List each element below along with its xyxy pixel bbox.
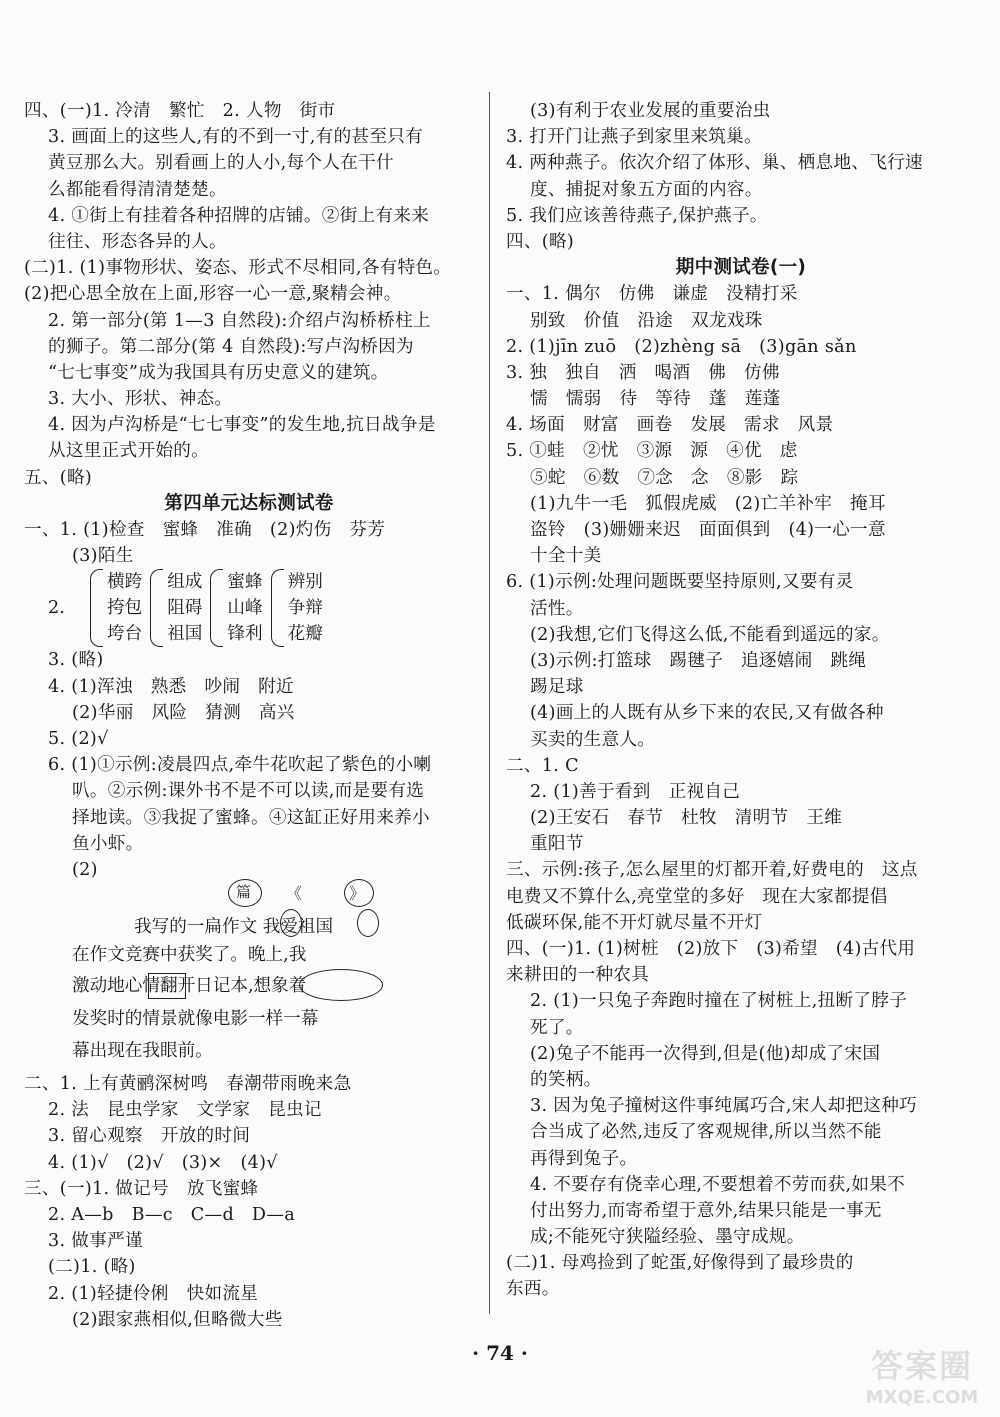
proof-line-3: 激动地心情翻开日记本,想象着 [72, 976, 307, 997]
answer-line: (3)示例:打篮球 踢毽子 追逐嬉闹 跳绳 [530, 650, 867, 671]
group-word: 横跨 [107, 572, 143, 593]
answer-line: (2)王安石 春节 杜牧 清明节 王维 [530, 808, 843, 829]
site-watermark [852, 1341, 992, 1411]
answer-line: (二)1. (1)事物形状、姿态、形式不尽相同,各有特色。 [24, 258, 452, 279]
answer-line: 盗铃 (3)姗姗来迟 面面俱到 (4)一心一意 [530, 520, 886, 540]
answer-line: 四、(略) [506, 231, 575, 252]
page-number: · 74 · [472, 1341, 528, 1365]
answer-line: “七七事变”成为我国具有历史意义的建筑。 [48, 362, 389, 383]
answer-line: 四、(一)1. (1)树桩 (2)放下 (3)希望 (4)古代用 [506, 939, 916, 959]
answer-line: (2)我想,它们飞得这么低,不能看到遥远的家。 [530, 624, 890, 645]
group-word: 挎包 [107, 598, 143, 619]
right-column [506, 98, 976, 1303]
word-group [90, 569, 142, 647]
group-words [167, 569, 202, 647]
answer-line: (4)画上的人既有从乡下来的农民,又有做各种 [530, 703, 884, 724]
answer-line: (二)1. 母鸡捡到了蛇蛋,好像得到了最珍贵的 [506, 1253, 854, 1274]
answer-line: 么都能看得清清楚楚。 [48, 179, 227, 200]
proof-box-qing [148, 973, 186, 999]
answer-line: 4. (1)√ (2)√ (3)× (4)√ [48, 1152, 278, 1173]
answer-line: (二)1. (略) [48, 1257, 136, 1278]
group-word: 山峰 [227, 598, 263, 619]
answer-line: 5. 我们应该善待燕子,保护燕子。 [506, 205, 768, 226]
answer-line: 重阳节 [530, 834, 584, 855]
group-words [107, 569, 142, 647]
proofreading-figure [24, 883, 474, 1071]
answer-line: 懦 懦弱 待 等待 蓬 莲蓬 [530, 389, 781, 410]
watermark-logo: 答案圈 [870, 1347, 973, 1385]
left-column [24, 98, 474, 1333]
answer-line: 2. (1)轻捷伶俐 快如流星 [48, 1283, 259, 1304]
group-label: 2. [48, 598, 65, 619]
answer-line: 4. ①街上有挂着各种招牌的店铺。②街上有来来 [48, 205, 430, 226]
answer-line: (1)九牛一毛 狐假虎威 (2)亡羊补牢 掩耳 [530, 493, 886, 514]
answer-line: 2. (1)jīn zuō (2)zhèng sā (3)gān sǎn [506, 336, 857, 357]
proof-insert-rq [357, 909, 379, 937]
answer-line: 再得到兔子。 [530, 1148, 638, 1169]
answer-line: (2) [72, 859, 98, 880]
answer-line: 一、1. 偶尔 仿佛 谦虚 没精打采 [506, 284, 798, 305]
answer-line: 择地读。③我捉了蜜蜂。④这缸正好用来养小 [72, 807, 430, 828]
answer-line: 叭。②示例:课外书不是不可以读,而是要有选 [72, 781, 425, 802]
answer-line: 五、(略) [24, 467, 93, 488]
answer-line: 来耕田的一种农具 [506, 965, 650, 986]
group-word: 锋利 [227, 624, 263, 645]
answer-list-3 [24, 1071, 474, 1333]
answer-line: 4. (1)浑浊 熟悉 吵闹 附近 [48, 676, 294, 697]
answer-line: 二、1. C [506, 755, 579, 776]
answer-line: 3. 独 独自 洒 喝酒 佛 仿佛 [506, 362, 780, 383]
answer-line: 5. (2)√ [48, 728, 109, 749]
answer-line: 2. (1)善于看到 正视自己 [530, 781, 741, 802]
answer-line: 从这里正式开始的。 [48, 441, 210, 462]
answer-line: 3. 做事严谨 [48, 1231, 143, 1252]
answer-line: 4. 场面 财富 画卷 发展 需求 风景 [506, 415, 834, 436]
character-groups [24, 569, 474, 647]
brace-mark [210, 569, 223, 647]
answer-line: 往往、形态各异的人。 [48, 231, 227, 252]
answer-line: 6. (1)示例:处理问题既要坚持原则,又要有灵 [506, 572, 854, 593]
group-container [90, 569, 331, 647]
answer-line: 3. 画面上的这些人,有的不到一寸,有的甚至只有 [48, 127, 424, 148]
proof-line-4: 发奖时的情景就像电影一样一幕 [72, 1009, 319, 1030]
answer-line: 3. 打开门让燕子到家里来筑巢。 [506, 127, 762, 148]
proof-circle-rq [344, 879, 374, 907]
answer-line: 2. A—b B—c C—d D—a [48, 1205, 296, 1225]
answer-line: 十全十美 [530, 546, 602, 567]
answer-line: 3. 因为兔子撞树这件事纯属巧合,宋人却把这种巧 [530, 1096, 918, 1117]
brace-mark [90, 569, 103, 647]
group-word: 花瓣 [287, 624, 323, 645]
answer-line: 4. 因为卢沟桥是“七七事变”的发生地,抗日战争是 [48, 415, 436, 436]
answer-line: 4. 不要存有侥幸心理,不要想着不劳而获,如果不 [530, 1174, 906, 1195]
answer-line: ⑤蛇 ⑥数 ⑦念 念 ⑧影 踪 [530, 467, 799, 488]
answer-line: 东西。 [506, 1279, 560, 1300]
answer-line: 二、1. 上有黄鹂深树鸣 春潮带雨晚来急 [24, 1074, 352, 1095]
brace-mark [271, 569, 284, 647]
group-words [288, 569, 323, 647]
answer-list-right [506, 98, 976, 1303]
watermark-url: MXQE.COM [865, 1387, 979, 1408]
answer-line: 鱼小虾。 [72, 833, 144, 854]
proof-circle-xiangxiang [299, 969, 383, 1001]
answer-line: 4. 两种燕子。依次介绍了体形、巢、栖息地、飞行速 [506, 153, 923, 174]
proof-line-1: 我写的一扁作文 我爱祖国 [134, 917, 334, 938]
column-divider [489, 92, 490, 1314]
answer-line: 2. 法 昆虫学家 文学家 昆虫记 [48, 1100, 322, 1121]
answer-line: 一、1. (1)检查 蜜蜂 准确 (2)灼伤 芬芳 [24, 520, 386, 540]
section-heading: 期中测试卷(一) [675, 257, 807, 279]
answer-line: 的笑柄。 [530, 1069, 602, 1090]
answer-line: (2)把心思全放在上面,形容一心一意,聚精会神。 [24, 284, 402, 305]
answer-line: 的狮子。第二部分(第 4 自然段):写卢沟桥因为 [48, 336, 414, 357]
answer-line: 3. 留心观察 开放的时间 [48, 1126, 251, 1147]
answer-line: 度、捕捉对象五方面的内容。 [530, 179, 763, 200]
group-word: 垮台 [107, 624, 143, 645]
answer-line: (3)有利于农业发展的重要治虫 [530, 101, 771, 121]
proof-line-5: 幕出现在我眼前。 [72, 1041, 213, 1062]
answer-line: 2. 第一部分(第 1—3 自然段):介绍卢沟桥桥柱上 [48, 310, 431, 331]
answer-line: 低碳环保,能不开灯就尽量不开灯 [506, 912, 763, 933]
answer-line: 6. (1)①示例:凌晨四点,牵牛花吹起了紫色的小喇 [48, 755, 432, 776]
proof-mark-lq: 《 [286, 884, 303, 904]
proof-mark-pian: 篇 [236, 883, 252, 902]
group-word: 祖国 [167, 624, 203, 645]
proof-mark-rq: 》 [349, 884, 366, 904]
answer-line: 死了。 [530, 1017, 584, 1038]
answer-line: 3. 大小、形状、神态。 [48, 389, 233, 410]
group-word: 组成 [167, 572, 203, 593]
word-group [210, 569, 262, 647]
answer-line: 三、(一)1. 做记号 放飞蜜蜂 [24, 1178, 259, 1199]
proof-insert-lq [280, 909, 302, 937]
answer-line: 踢足球 [530, 677, 584, 698]
answer-line: 5. ①蛙 ②忧 ③源 源 ④优 虑 [506, 441, 798, 462]
brace-mark [150, 569, 163, 647]
answer-line: 三、示例:孩子,怎么屋里的灯都开着,好费电的 这点 [506, 860, 918, 881]
answer-line: (2)兔子不能再一次得到,但是(他)却成了宋国 [530, 1043, 881, 1064]
proof-line-2: 在作文竞赛中获奖了。晚上,我 [72, 945, 307, 966]
answer-line: 黄豆那么大。别看画上的人小,每个人在干什 [48, 153, 394, 174]
answer-line: (3)陌生 [72, 546, 134, 567]
proof-circle-pian [228, 879, 262, 907]
answer-line: 合当成了必然,违反了客观规律,所以当然不能 [530, 1122, 882, 1143]
answer-line: 电费又不算什么,亮堂堂的多好 现在大家都提倡 [506, 886, 888, 907]
answer-line: (2)华丽 风险 猜测 高兴 [72, 702, 295, 723]
answer-list-2 [24, 647, 474, 883]
group-word: 辨别 [287, 572, 323, 593]
answer-line: 3. (略) [48, 650, 104, 671]
answer-list-1 [24, 98, 474, 569]
group-word: 争辩 [287, 598, 323, 619]
answer-line: (2)跟家燕相似,但略微大些 [72, 1309, 283, 1330]
answer-line: 2. (1)一只兔子奔跑时撞在了树桩上,扭断了脖子 [530, 991, 908, 1012]
group-word: 蜜蜂 [227, 572, 263, 593]
answer-line: 四、(一)1. 冷清 繁忙 2. 人物 街市 [24, 101, 336, 121]
group-words [227, 569, 262, 647]
answer-line: 买卖的生意人。 [530, 729, 656, 750]
answer-line: 活性。 [530, 598, 584, 619]
group-word: 阻碍 [167, 598, 203, 619]
section-heading: 第四单元达标测试卷 [164, 492, 334, 514]
word-group [150, 569, 202, 647]
answer-line: 成;不能死守狭隘经验、墨守成规。 [530, 1227, 805, 1248]
answer-line: 别致 价值 沿途 双龙戏珠 [530, 310, 763, 331]
answer-line: 付出努力,而寄希望于意外,结果只能是一事无 [530, 1200, 882, 1221]
word-group [271, 569, 323, 647]
